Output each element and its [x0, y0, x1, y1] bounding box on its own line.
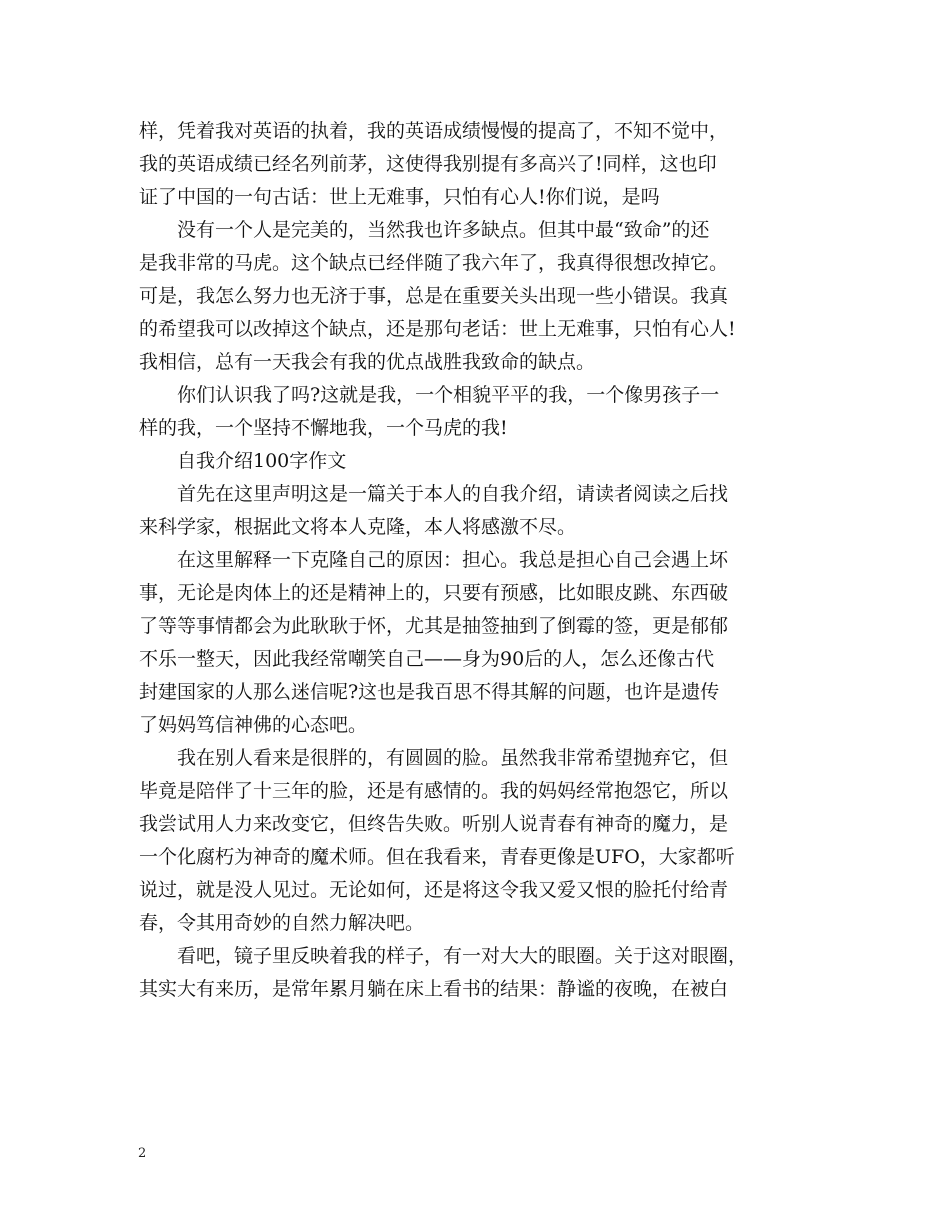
text-line: 是我非常的马虎。这个缺点已经伴随了我六年了，我真得很想改掉它。: [139, 252, 729, 274]
text-line: 首先在这里声明这是一篇关于本人的自我介绍，请读者阅读之后找: [177, 483, 729, 505]
text-line: 看吧，镜子里反映着我的样子，有一对大大的眼圈。关于这对眼圈，: [177, 945, 748, 967]
text-line: 在这里解释一下克隆自己的原因：担心。我总是担心自己会遇上坏: [177, 549, 729, 571]
text-line: 我在别人看来是很胖的，有圆圆的脸。虽然我非常希望抛弃它，但: [177, 747, 729, 769]
text-line: 你们认识我了吗?这就是我，一个相貌平平的我，一个像男孩子一: [177, 384, 720, 406]
text-line: 我的英语成绩已经名列前茅，这使得我别提有多高兴了!同样，这也印: [139, 153, 717, 175]
text-line: 了等等事情都会为此耿耿于怀，尤其是抽签抽到了倒霉的签，更是郁郁: [139, 615, 729, 637]
text-line: 不乐一整天，因此我经常嘲笑自己——身为90后的人，怎么还像古代: [139, 648, 715, 670]
text-line: 自我介绍100字作文: [177, 450, 347, 472]
text-line: 春，令其用奇妙的自然力解决吧。: [139, 912, 425, 934]
text-line: 样，凭着我对英语的执着，我的英语成绩慢慢的提高了，不知不觉中，: [139, 120, 729, 142]
text-line: 事，无论是肉体上的还是精神上的，只要有预感，比如眼皮跳、东西破: [139, 582, 729, 604]
text-line: 没有一个人是完美的，当然我也许多缺点。但其中最“致命”的还: [177, 219, 710, 241]
text-line: 我尝试用人力来改变它，但终告失败。听别人说青春有神奇的魔力，是: [139, 813, 729, 835]
text-line: 毕竟是陪伴了十三年的脸，还是有感情的。我的妈妈经常抱怨它，所以: [139, 780, 729, 802]
text-line: 说过，就是没人见过。无论如何，还是将这令我又爱又恨的脸托付给青: [139, 879, 729, 901]
text-line: 其实大有来历，是常年累月躺在床上看书的结果：静谧的夜晚，在被白: [139, 978, 729, 1000]
text-line: 可是，我怎么努力也无济于事，总是在重要关头出现一些小错误。我真: [139, 285, 729, 307]
text-line: 来科学家，根据此文将本人克隆，本人将感激不尽。: [139, 516, 577, 538]
page-number: 2: [138, 1146, 147, 1161]
body-text: [139, 115, 815, 1006]
text-line: 样的我，一个坚持不懈地我，一个马虎的我!: [139, 417, 508, 439]
text-line: 证了中国的一句古话：世上无难事，只怕有心人!你们说，是吗: [139, 186, 660, 208]
text-line: 封建国家的人那么迷信呢?这也是我百思不得其解的问题，也许是遗传: [139, 681, 720, 703]
text-line: 一个化腐朽为神奇的魔术师。但在我看来，青春更像是UFO，大家都听: [139, 846, 735, 868]
text-line: 我相信，总有一天我会有我的优点战胜我致命的缺点。: [139, 351, 596, 373]
text-line: 了妈妈笃信神佛的心态吧。: [139, 714, 368, 736]
text-line: 的希望我可以改掉这个缺点，还是那句老话：世上无难事，只怕有心人!: [139, 318, 736, 340]
